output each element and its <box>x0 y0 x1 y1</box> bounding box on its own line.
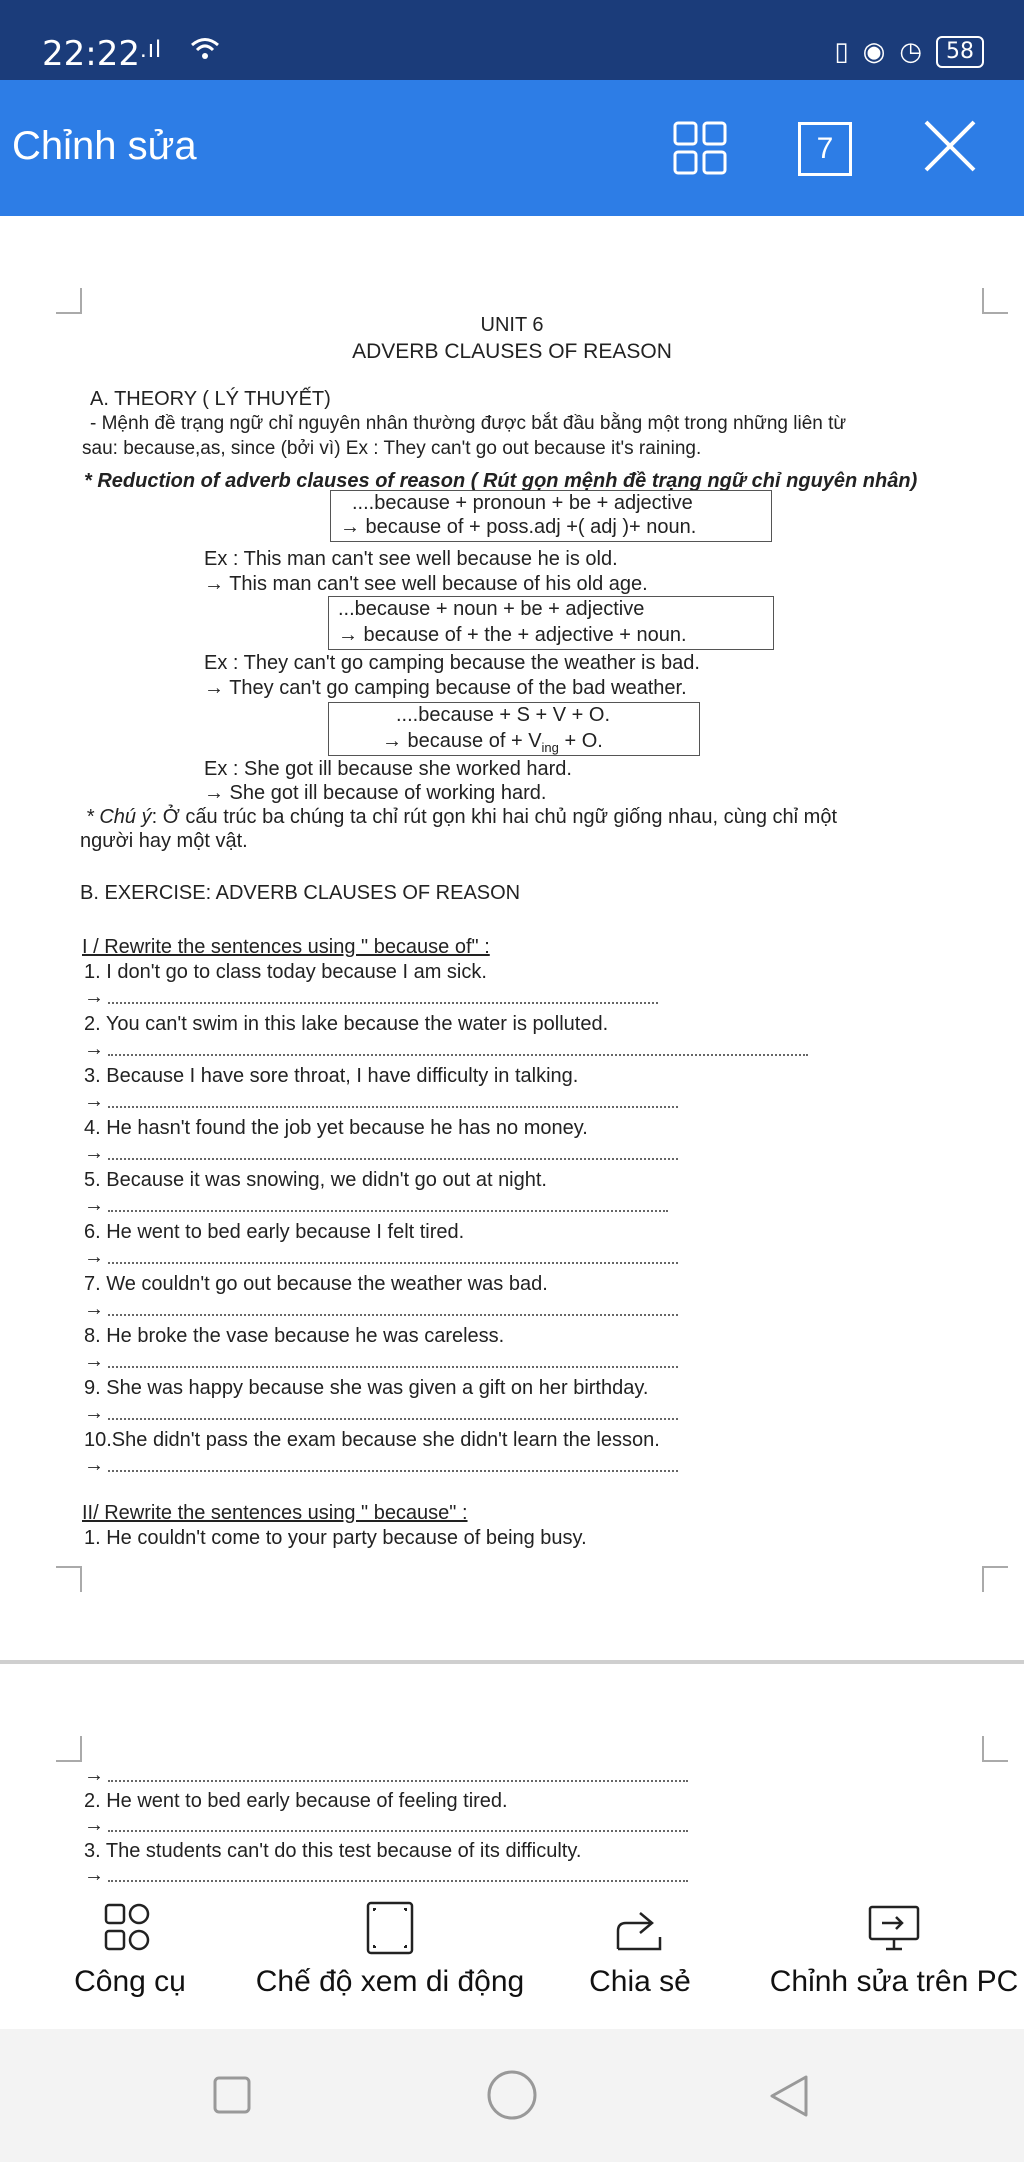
answer-arrow: → <box>84 1814 104 1836</box>
mobile-view-label: Chế độ xem di động <box>255 1965 525 1998</box>
formula-text: ...because + noun + be + adjective <box>338 598 645 620</box>
recent-apps-icon[interactable] <box>212 2075 252 2115</box>
status-time: 22:22 <box>42 34 140 74</box>
page-corner-mark <box>56 288 82 314</box>
edit-on-pc-icon <box>864 1901 924 1955</box>
answer-line[interactable] <box>108 1880 688 1882</box>
answer-line[interactable] <box>108 1262 678 1264</box>
formula-part: → because of + V <box>382 730 542 752</box>
formula-text: ....because + pronoun + be + adjective <box>352 492 693 514</box>
wifi-icon <box>190 36 220 67</box>
exercise-item: 10.She didn't pass the exam because she didn't learn the lesson. <box>84 1429 660 1451</box>
answer-line[interactable] <box>108 1366 678 1368</box>
battery-icon: 58 <box>936 36 984 68</box>
page-corner-mark <box>982 1736 1008 1762</box>
formula-part: + O. <box>558 730 603 752</box>
alarm-icon: ◷ <box>899 37 922 67</box>
exercise-item: 8. He broke the vase because he was careless. <box>84 1325 505 1347</box>
formula-text <box>382 730 603 755</box>
page-corner-mark <box>982 1566 1008 1592</box>
tools-label: Công cụ <box>74 1965 186 1998</box>
document-heading: ADVERB CLAUSES OF REASON <box>352 340 672 363</box>
bottom-toolbar <box>0 1889 1024 2029</box>
tools-icon <box>100 1901 160 1955</box>
formula-text: → because of + the + adjective + noun. <box>338 624 687 646</box>
example-text: → She got ill because of working hard. <box>204 782 547 804</box>
lock-icon: ◉ <box>862 37 886 67</box>
answer-arrow: → <box>84 1764 104 1786</box>
answer-arrow: → <box>84 986 104 1008</box>
formula-text: ....because + S + V + O. <box>396 704 611 726</box>
signal-icon: .ıl <box>140 36 162 63</box>
exercise-item: 1. He couldn't come to your party because of being busy. <box>84 1527 587 1549</box>
answer-line[interactable] <box>108 1470 678 1472</box>
exercise-item: 9. She was happy because she was given a gift on her birthday. <box>84 1377 649 1399</box>
exercise-item: 4. He hasn't found the job yet because he has no money. <box>84 1117 588 1139</box>
answer-arrow: → <box>84 1454 104 1476</box>
page-corner-mark <box>56 1566 82 1592</box>
share-label: Chia sẻ <box>589 1965 691 1998</box>
app-bar <box>0 80 1024 216</box>
answer-arrow: → <box>84 1246 104 1268</box>
answer-line[interactable] <box>108 1780 688 1782</box>
tools-button[interactable] <box>60 1889 200 1999</box>
theory-text: sau: because,as, since (bởi vì) Ex : They can't go out because it's raining. <box>82 438 702 459</box>
formula-subscript: ing <box>541 740 559 755</box>
home-icon[interactable] <box>486 2069 538 2121</box>
part1-title: I / Rewrite the sentences using " because of" : <box>82 936 490 958</box>
page-corner-mark <box>982 288 1008 314</box>
system-navigation-bar <box>0 2029 1024 2162</box>
answer-arrow: → <box>84 1142 104 1164</box>
theory-text: - Mệnh đề trạng ngữ chỉ nguyên nhân thường được bắt đầu bằng một trong những liên từ <box>90 413 847 434</box>
answer-arrow: → <box>84 1402 104 1424</box>
mobile-view-icon <box>360 1901 420 1955</box>
reduction-title: * Reduction of adverb clauses of reason ( Rút gọn mệnh đề trạng ngữ chỉ nguyên nhân) <box>84 470 918 492</box>
example-text: Ex : This man can't see well because he is old. <box>204 548 618 570</box>
mobile-view-button[interactable] <box>250 1889 530 1999</box>
exercise-item: 3. Because I have sore throat, I have difficulty in talking. <box>84 1065 579 1087</box>
part2-title: II/ Rewrite the sentences using " because" : <box>82 1502 468 1524</box>
share-icon <box>610 1901 670 1955</box>
answer-line[interactable] <box>108 1158 678 1160</box>
note-label: * Chú ý <box>86 806 152 828</box>
answer-arrow: → <box>84 1038 104 1060</box>
exercise-item: 6. He went to bed early because I felt tired. <box>84 1221 465 1243</box>
formula-text: → because of + poss.adj +( adj )+ noun. <box>340 516 697 538</box>
answer-line[interactable] <box>108 1106 678 1108</box>
example-text: Ex : They can't go camping because the weather is bad. <box>204 652 700 674</box>
status-icons <box>834 36 984 68</box>
exercise-item: 5. Because it was snowing, we didn't go out at night. <box>84 1169 547 1191</box>
theory-title: A. THEORY ( LÝ THUYẾT) <box>90 388 331 410</box>
exercise-item: 2. He went to bed early because of feeling tired. <box>84 1790 508 1812</box>
note-text: người hay một vật. <box>80 830 248 852</box>
example-text: → This man can't see well because of his old age. <box>204 573 648 595</box>
answer-line[interactable] <box>108 1314 678 1316</box>
answer-arrow: → <box>84 1194 104 1216</box>
answer-arrow: → <box>84 1298 104 1320</box>
share-button[interactable] <box>570 1889 710 1999</box>
app-title: Chỉnh sửa <box>12 124 197 168</box>
exercise-item: 1. I don't go to class today because I am sick. <box>84 961 487 983</box>
note-content: : Ở cấu trúc ba chúng ta chỉ rút gọn khi hai chủ ngữ giống nhau, cùng chỉ một <box>151 806 837 828</box>
example-text: → They can't go camping because of the bad weather. <box>204 677 687 699</box>
example-text: Ex : She got ill because she worked hard. <box>204 758 572 780</box>
page-count-button[interactable]: 7 <box>798 122 852 176</box>
answer-line[interactable] <box>108 1002 658 1004</box>
vibrate-icon: ▯ <box>834 37 849 67</box>
exercise-item: 7. We couldn't go out because the weather was bad. <box>84 1273 548 1295</box>
edit-on-pc-label: Chỉnh sửa trên PC <box>769 1965 1019 1998</box>
status-bar <box>0 0 1024 80</box>
answer-arrow: → <box>84 1864 104 1886</box>
exercise-item: 3. The students can't do this test because of its difficulty. <box>84 1840 582 1862</box>
answer-line[interactable] <box>108 1054 808 1056</box>
answer-arrow: → <box>84 1090 104 1112</box>
exercise-title: B. EXERCISE: ADVERB CLAUSES OF REASON <box>80 882 521 904</box>
page-break <box>0 1660 1024 1664</box>
edit-on-pc-button[interactable] <box>766 1889 1022 1999</box>
grid-view-icon[interactable] <box>672 120 728 176</box>
answer-line[interactable] <box>108 1830 688 1832</box>
answer-line[interactable] <box>108 1418 678 1420</box>
close-icon[interactable] <box>920 116 980 176</box>
answer-arrow: → <box>84 1350 104 1372</box>
document-viewer[interactable] <box>0 216 1024 1889</box>
note-text <box>86 806 837 829</box>
answer-line[interactable] <box>108 1210 668 1212</box>
page-corner-mark <box>56 1736 82 1762</box>
back-icon[interactable] <box>766 2073 812 2119</box>
unit-title: UNIT 6 <box>480 314 544 336</box>
exercise-item: 2. You can't swim in this lake because the water is polluted. <box>84 1013 609 1035</box>
